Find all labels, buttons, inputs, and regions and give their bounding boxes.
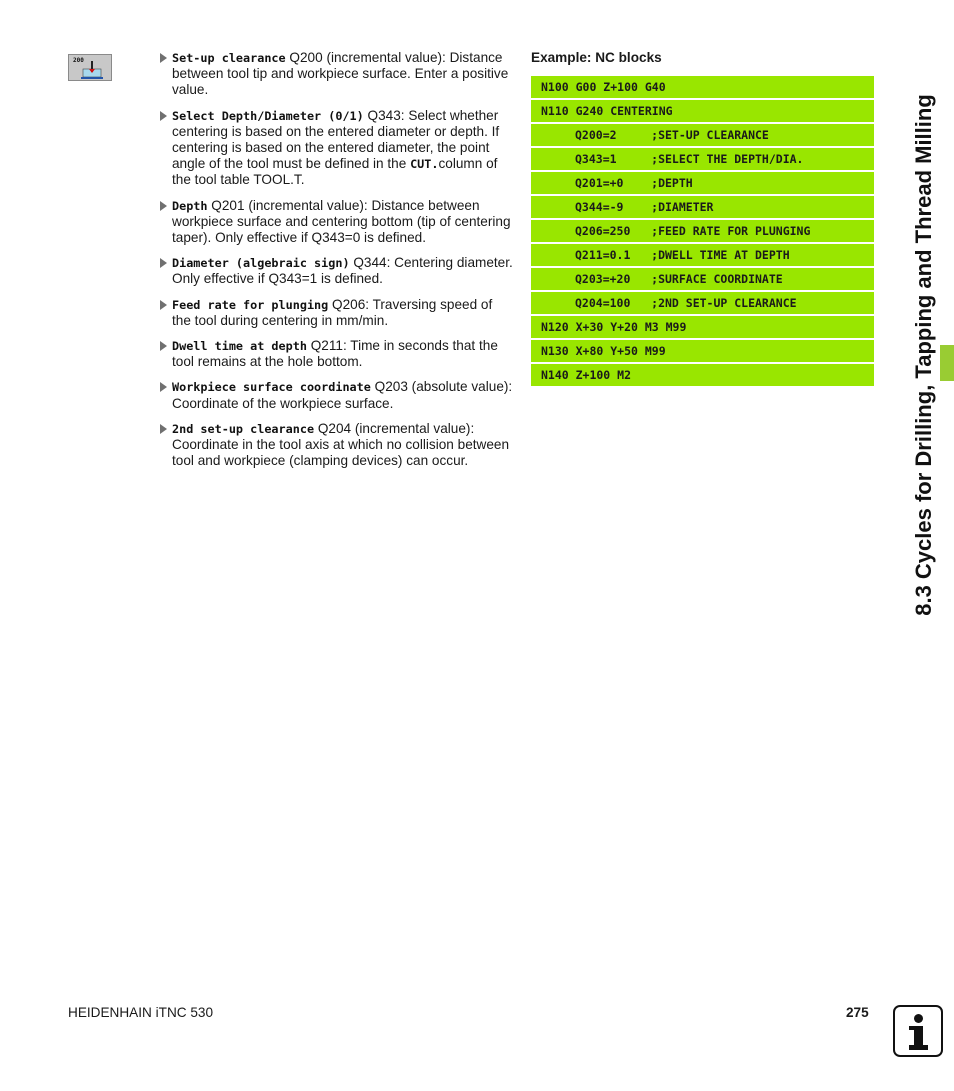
nc-block: Q200=2 ;SET-UP CLEARANCE [531,124,874,146]
param-text: Q201 (incremental value): Distance between workpiece surface and centering bottom (tip of centering taper). Only effective if Q343=0 is defined. [172,197,511,246]
param-text: Q204 (incremental value): Coordinate in the tool axis at which no collision between tool and workpiece (clamping devices) can occur. [172,420,510,469]
param-name: Select Depth/Diameter (0/1) [172,108,364,123]
nc-block: Q211=0.1 ;DWELL TIME AT DEPTH [531,244,874,266]
nc-block: Q201=+0 ;DEPTH [531,172,874,194]
nc-block: N120 X+30 Y+20 M3 M99 [531,316,874,338]
example-title: Example: NC blocks [531,50,662,65]
cycle-softkey-icon [68,54,112,81]
param-name: 2nd set-up clearance [172,421,315,436]
param-name: Depth [172,198,208,213]
parameter-list [158,50,514,478]
param-code: CUT. [410,157,439,172]
info-icon [893,1005,943,1057]
param-name: Set-up clearance [172,51,286,65]
softkey-label: 200 [73,57,84,64]
nc-block: N100 G00 Z+100 G40 [531,76,874,98]
param-text: Q206: Traversing speed of the tool during centering in mm/min. [172,296,493,328]
param-diameter [158,255,514,287]
nc-block: Q203=+20 ;SURFACE COORDINATE [531,268,874,290]
nc-block: Q344=-9 ;DIAMETER [531,196,874,218]
param-text-tail: column of the tool table TOOL.T. [172,156,498,188]
param-feed-rate [158,297,514,329]
chapter-tab [940,345,954,381]
page-number: 275 [846,1005,869,1020]
param-name: Dwell time at depth [172,339,307,354]
bullet-triangle-icon [160,201,167,211]
bullet-triangle-icon [160,424,167,434]
nc-block: Q206=250 ;FEED RATE FOR PLUNGING [531,220,874,242]
param-surface-coordinate [158,379,514,411]
param-2nd-setup-clearance [158,421,514,470]
bullet-triangle-icon [160,300,167,310]
footer-product: HEIDENHAIN iTNC 530 [68,1005,214,1020]
param-name: Feed rate for plunging [172,297,329,312]
param-select-depth-diameter [158,108,514,189]
param-text: Q200 (incremental value): Distance between tool tip and workpiece surface. Enter a positive value. [172,50,509,98]
param-text: Q343: Select whether centering is based on the entered diameter or depth. If centering is based on the entered diameter, the point angle of the tool must be defined in the [172,107,500,172]
nc-block: N130 X+80 Y+50 M99 [531,340,874,362]
bullet-triangle-icon [160,382,167,392]
param-setup-clearance [158,50,514,99]
bullet-triangle-icon [160,53,167,63]
param-text: Q344: Centering diameter. Only effective if Q343=1 is defined. [172,255,513,287]
param-name: Workpiece surface coordinate [172,380,371,395]
nc-block: Q204=100 ;2ND SET-UP CLEARANCE [531,292,874,314]
param-name: Diameter (algebraic sign) [172,256,350,271]
bullet-triangle-icon [160,258,167,268]
param-depth [158,198,514,247]
bullet-triangle-icon [160,341,167,351]
param-dwell-time [158,338,514,370]
bullet-triangle-icon [160,111,167,121]
chapter-title-text: 8.3 Cycles for Drilling, Tapping and Thread Milling [911,94,936,616]
nc-example [531,50,874,388]
nc-block: N110 G240 CENTERING [531,100,874,122]
nc-block: Q343=1 ;SELECT THE DEPTH/DIA. [531,148,874,170]
nc-block: N140 Z+100 M2 [531,364,874,386]
centering-graphic [69,55,113,82]
param-text: Q211: Time in seconds that the tool remains at the hole bottom. [172,338,498,370]
param-text: Q203 (absolute value): Coordinate of the workpiece surface. [172,379,513,411]
